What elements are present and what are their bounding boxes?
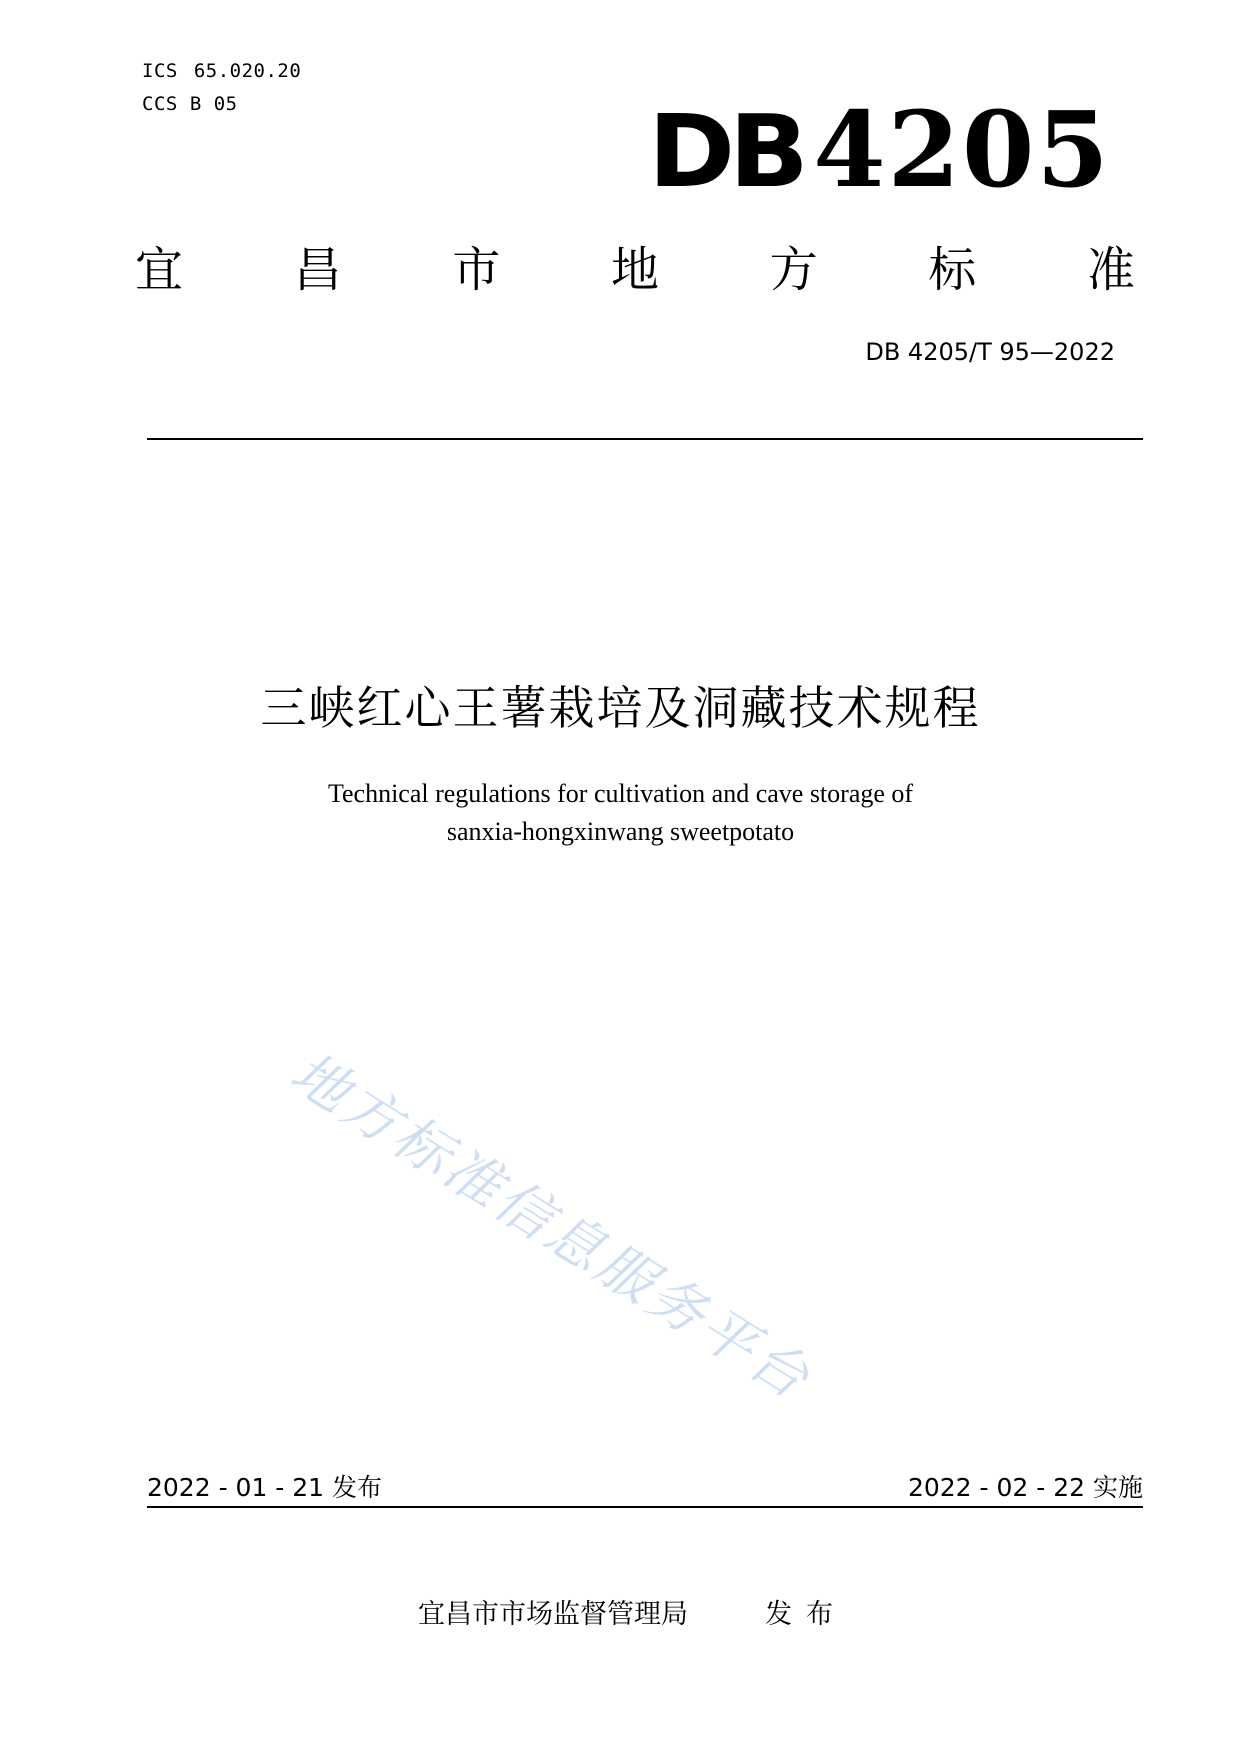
implement-date: 2022 - 02 - 22 实施	[907, 1473, 1143, 1502]
standard-number: DB 4205/T 95—2022	[865, 338, 1115, 366]
db-logo	[648, 88, 1111, 211]
ics-code: 65.020.20	[193, 60, 302, 82]
standard-type-char: 方	[769, 242, 818, 298]
standard-type-char: 标	[928, 242, 977, 298]
ics-label: ICS	[142, 60, 178, 82]
standard-type-char: 市	[452, 242, 501, 298]
standard-type-title	[135, 240, 1135, 300]
standard-type-char: 准	[1086, 242, 1135, 298]
english-title-line2: sanxia-hongxinwang sweetpotato	[446, 817, 795, 846]
standard-type-char: 宜	[135, 242, 184, 298]
english-title	[0, 775, 1241, 851]
top-divider	[147, 438, 1143, 440]
chinese-title: 三峡红心王薯栽培及洞藏技术规程	[260, 681, 981, 735]
bottom-divider	[147, 1506, 1143, 1508]
ccs-code: B 05	[189, 93, 238, 115]
db-logo-letters: DB	[648, 93, 803, 210]
publisher: 宜昌市市场监督管理局	[418, 1599, 688, 1630]
ccs-label: CCS	[142, 93, 178, 115]
standard-type-char: 地	[610, 242, 659, 298]
publish-word: 发布	[765, 1599, 847, 1630]
ics-classification	[142, 60, 301, 82]
english-title-line1: Technical regulations for cultivation and cave storage of	[327, 779, 914, 808]
issue-date: 2022 - 01 - 21 发布	[147, 1473, 383, 1502]
db-logo-number: 4205	[813, 88, 1111, 211]
standard-type-char: 昌	[293, 242, 342, 298]
ccs-classification	[142, 93, 238, 115]
watermark: 地方标准信息服务平台	[279, 1040, 823, 1414]
